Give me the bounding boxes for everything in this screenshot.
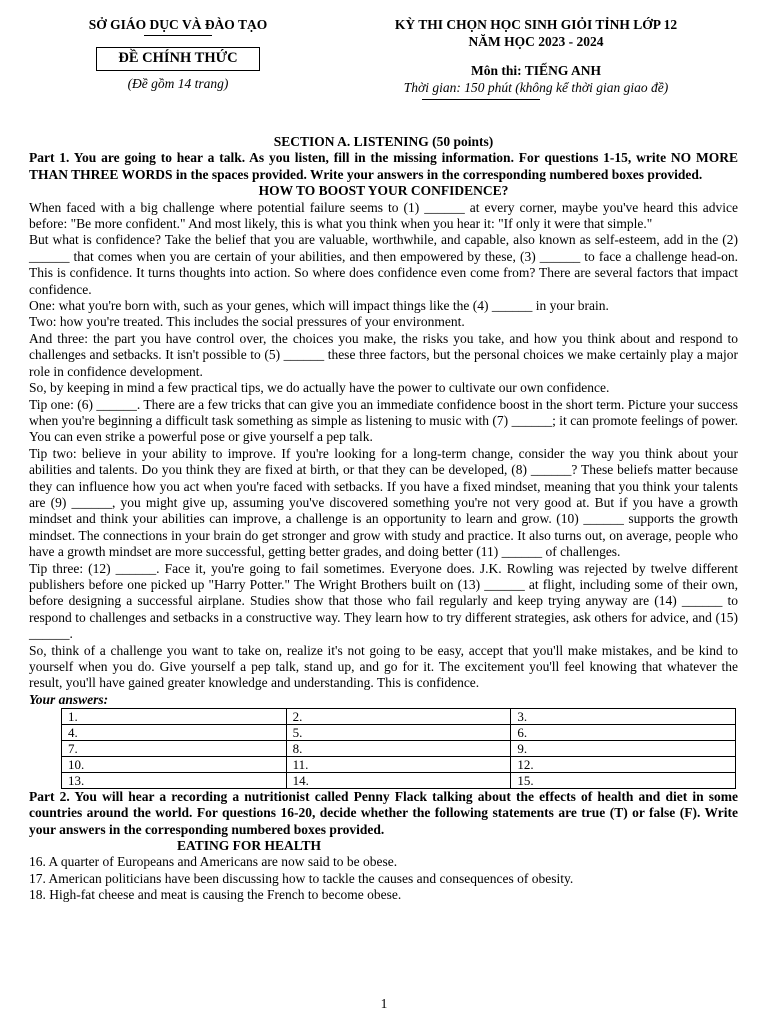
answer-cell[interactable]: 10. bbox=[62, 756, 287, 772]
answer-cell[interactable]: 3. bbox=[511, 708, 736, 724]
statement: 17. American politicians have been discussing how to tackle the causes and consequences of obesity. bbox=[29, 870, 574, 886]
table-row bbox=[62, 740, 736, 756]
table-row bbox=[62, 724, 736, 740]
statement: 16. A quarter of Europeans and Americans are now said to be obese. bbox=[29, 854, 398, 870]
part1-title: HOW TO BOOST YOUR CONFIDENCE? bbox=[258, 183, 509, 199]
section-title: SECTION A. LISTENING (50 points) bbox=[273, 134, 494, 149]
time-rule bbox=[422, 99, 540, 100]
time-allowed: Thời gian: 150 phút (không kể thời gian giao đề) bbox=[403, 80, 669, 95]
official-exam-box: ĐỀ CHÍNH THỨC bbox=[96, 47, 260, 71]
department-name: SỞ GIÁO DỤC VÀ ĐÀO TẠO bbox=[88, 17, 268, 32]
answer-cell[interactable]: 6. bbox=[511, 724, 736, 740]
answer-cell[interactable]: 8. bbox=[286, 740, 511, 756]
answers-label: Your answers: bbox=[29, 691, 109, 707]
table-row bbox=[62, 772, 736, 788]
header-right bbox=[320, 16, 752, 100]
table-row bbox=[62, 708, 736, 724]
answer-cell[interactable]: 9. bbox=[511, 740, 736, 756]
answer-cell[interactable]: 13. bbox=[62, 772, 287, 788]
statement: 18. High-fat cheese and meat is causing the French to become obese. bbox=[29, 887, 402, 903]
page-number: 1 bbox=[380, 996, 388, 1011]
answer-cell[interactable]: 1. bbox=[62, 708, 287, 724]
answer-cell[interactable]: 15. bbox=[511, 772, 736, 788]
part2-instruction: Part 2. You will hear a recording a nutritionist called Penny Flack talking about the effects of health and diet in some countries around the world. For questions 16-20, decide whether the following statements are true (T) or false (F). Write your answers in the corresponding numbered boxes provided. bbox=[29, 788, 738, 837]
answer-cell[interactable]: 11. bbox=[286, 756, 511, 772]
header-left bbox=[58, 16, 298, 92]
paragraph: So, by keeping in mind a few practical tips, we do actually have the power to cultivate our own confidence. bbox=[29, 380, 610, 396]
paragraph: Tip three: (12) ______. Face it, you're going to fail sometimes. Everyone does. J.K. Rowling was rejected by twelve different publishers before one picked up "Harry Potter." The Wright Brothers built on (13) ______ at flight, including some of their own, before designing a successful airplane. Studies show that those who fail regularly and keep trying anyway are (14) ______ to respond to challenges and setbacks in a constructive way. They learn how to try different strategies, ask others for advice, and (15) ______. bbox=[29, 560, 738, 642]
paragraph: And three: the part you have control over, the choices you make, the risks you take, and how you think about and respond to challenges and setbacks. It isn't possible to (5) ______ these three factors, but the personal choices we make certainly play a major role in confidence development. bbox=[29, 330, 738, 379]
answer-cell[interactable]: 5. bbox=[286, 724, 511, 740]
answer-cell[interactable]: 4. bbox=[62, 724, 287, 740]
paragraph: When faced with a big challenge where potential failure seems to (1) ______ at every corner, maybe you've heard this advice before: "Be more confident." And most likely, this is what you think when you hear it: "If only it were that simple." bbox=[29, 199, 738, 232]
paragraph: So, think of a challenge you want to take on, realize it's not going to be easy, accept that you'll make mistakes, and be kind to yourself when you do. Give yourself a pep talk, stand up, and go for it. The excitement you'll feel knowing that whatever the result, you'll have gained greater knowledge and understanding. This is confidence. bbox=[29, 642, 738, 691]
answer-cell[interactable]: 7. bbox=[62, 740, 287, 756]
answer-cell[interactable]: 12. bbox=[511, 756, 736, 772]
school-year: NĂM HỌC 2023 - 2024 bbox=[468, 34, 604, 49]
paragraph: One: what you're born with, such as your genes, which will impact things like the (4) ______ in your brain. bbox=[29, 298, 609, 314]
paragraph: Tip two: believe in your ability to improve. If you're looking for a long-term change, consider the way you think about your abilities and talents. Do you think they are fixed at birth, or that they can be developed, (8) ______? These beliefs matter because they can influence how you act when you're faced with setbacks. If you have a fixed mindset, meaning that you think your talents are (9) ______, you might give up, assuming you've discovered something you're not very good at. But if you have a growth mindset and think your abilities can improve, a challenge is an opportunity to learn and grow. (10) ______ supports the growth mindset. The connections in your brain do get stronger and grow with study and practice. It also turns out, on average, people who have a growth mindset are more successful, getting better grades, and doing better (11) ______ of challenges. bbox=[29, 445, 738, 560]
part2-title: EATING FOR HEALTH bbox=[177, 838, 322, 854]
pages-note: (Đề gồm 14 trang) bbox=[127, 76, 229, 91]
table-row bbox=[62, 756, 736, 772]
paragraph: But what is confidence? Take the belief that you are valuable, worthwhile, and capable, also known as self-esteem, add in the (2) ______ that comes when you are certain of your abilities, and then empowered by these, (3) ______ to face a challenge head-on. This is confidence. It turns thoughts into action. So where does confidence even come from? There are several factors that impact confidence. bbox=[29, 232, 738, 297]
paragraph: Two: how you're treated. This includes the social pressures of your environment. bbox=[29, 314, 465, 330]
exam-title: KỲ THI CHỌN HỌC SINH GIỎI TỈNH LỚP 12 bbox=[394, 17, 678, 32]
main-content bbox=[29, 134, 738, 904]
part1-instruction: Part 1. You are going to hear a talk. As you listen, fill in the missing information. For questions 1-15, write NO MORE THAN THREE WORDS in the spaces provided. Write your answers in the corresponding numbered boxes provided. bbox=[29, 150, 738, 182]
answer-cell[interactable]: 2. bbox=[286, 708, 511, 724]
answer-cell[interactable]: 14. bbox=[286, 772, 511, 788]
subject: Môn thi: TIẾNG ANH bbox=[471, 63, 601, 78]
answer-table bbox=[61, 708, 736, 789]
header-rule bbox=[144, 35, 212, 36]
paragraph: Tip one: (6) ______. There are a few tricks that can give you an immediate confidence boost in the short term. Picture your success when you're beginning a difficult task something as simple as listening to music with (7) ______; it can promote feelings of power. You can even strike a powerful pose or give yourself a pep talk. bbox=[29, 396, 738, 445]
